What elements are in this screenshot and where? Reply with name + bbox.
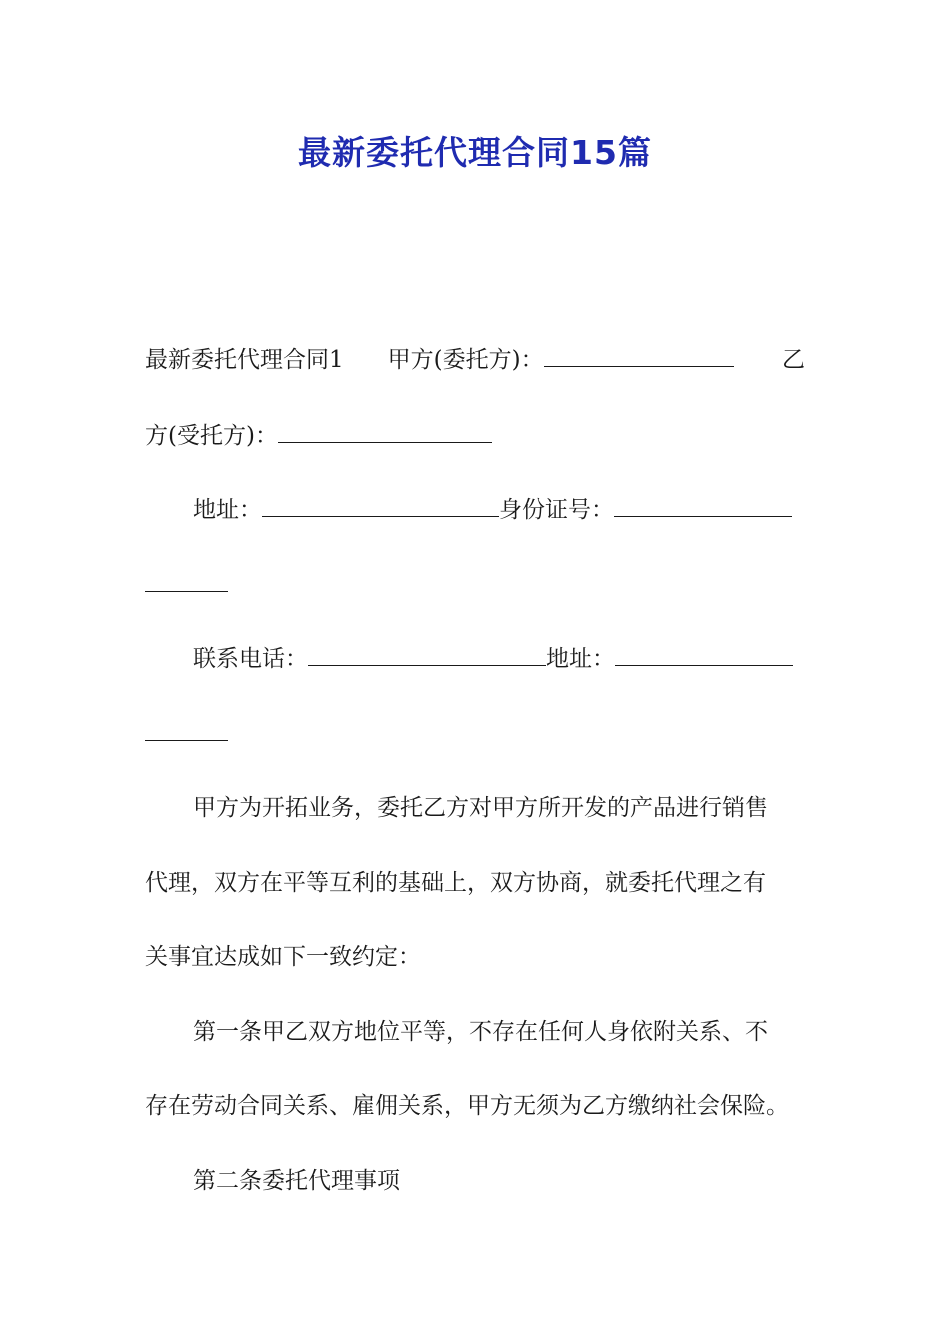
phone-blank: [308, 643, 546, 666]
id-number-blank: [614, 494, 792, 517]
party-b-blank: [278, 420, 492, 443]
id-number-label: 身份证号：: [499, 497, 614, 523]
address-blank-continued: [145, 718, 228, 741]
party-b-label-start: 乙: [782, 347, 805, 373]
article-1-line-1: 第一条甲乙双方地位平等，不存在任何人身依附关系、不: [193, 1019, 768, 1045]
address-id-line: [193, 493, 805, 527]
party-b-label: 方(受托方)：: [145, 423, 278, 449]
address-blank: [262, 494, 499, 517]
paragraph-1-line-1: 甲方为开拓业务，委托乙方对甲方所开发的产品进行销售: [193, 795, 768, 821]
address-label: 地址：: [193, 497, 262, 523]
contract-header-line: [145, 343, 805, 377]
address-continuation: [145, 717, 805, 751]
id-number-continuation: [145, 568, 805, 602]
party-a-blank: [544, 344, 734, 367]
paragraph-1-line-3: 关事宜达成如下一致约定：: [145, 944, 421, 970]
address-label-2: 地址：: [546, 646, 615, 672]
document-title: 最新委托代理合同15篇: [298, 133, 652, 172]
phone-address-line: [193, 642, 805, 676]
party-a-label: 甲方(委托方)：: [387, 347, 544, 373]
contract-number-heading: 最新委托代理合同1: [145, 347, 344, 373]
article-2-heading: 第二条委托代理事项: [193, 1168, 400, 1194]
party-b-line: [145, 419, 805, 453]
id-number-blank-continued: [145, 569, 228, 592]
article-1-line-2: 存在劳动合同关系、雇佣关系，甲方无须为乙方缴纳社会保险。: [145, 1093, 789, 1119]
phone-label: 联系电话：: [193, 646, 308, 672]
address-blank-2: [615, 643, 793, 666]
paragraph-1-line-2: 代理，双方在平等互利的基础上，双方协商，就委托代理之有: [145, 870, 766, 896]
